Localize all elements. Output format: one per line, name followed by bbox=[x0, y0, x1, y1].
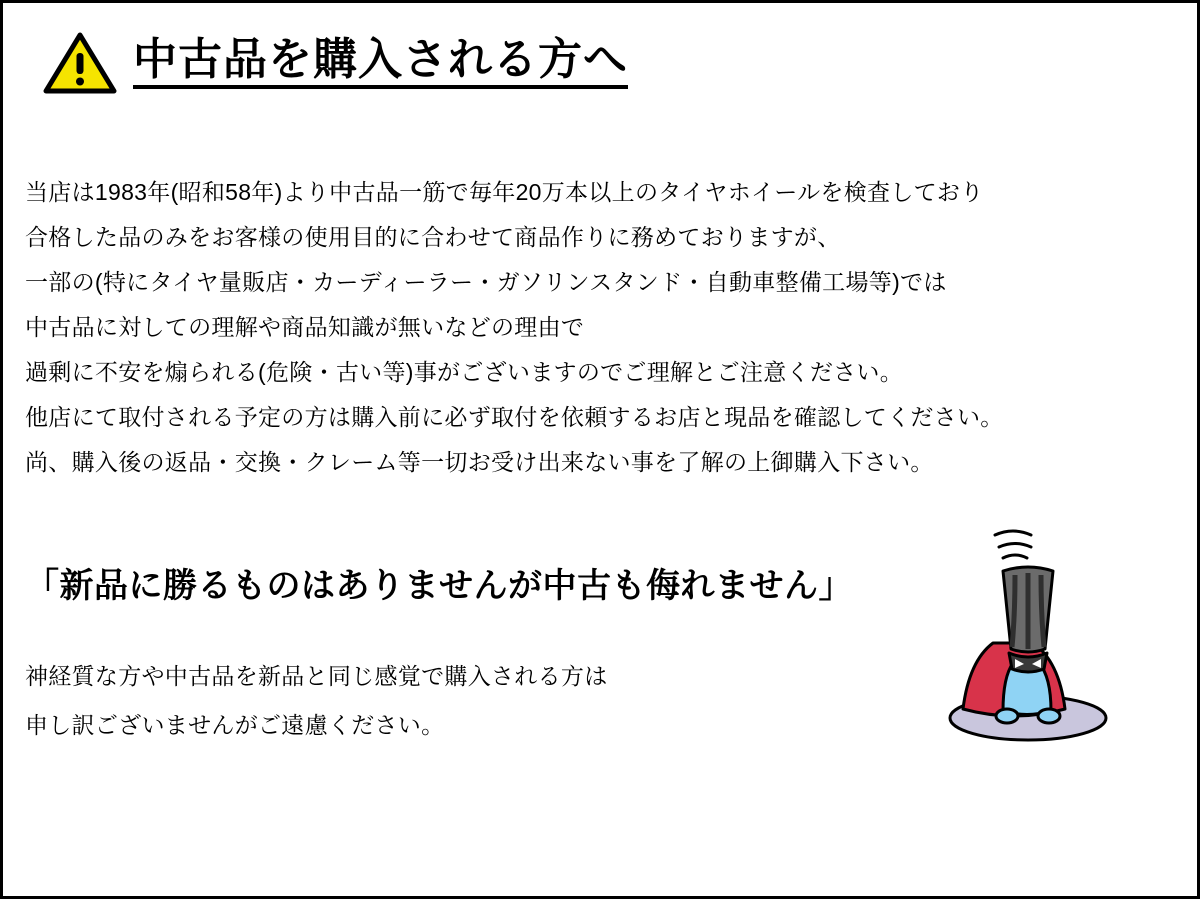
body-line: 合格した品のみをお客様の使用目的に合わせて商品作りに務めておりますが、 bbox=[25, 224, 841, 250]
warning-triangle-icon bbox=[43, 31, 117, 95]
body-line: 尚、購入後の返品・交換・クレーム等一切お受け出来ない事を了解の上御購入下さい。 bbox=[25, 449, 934, 475]
header bbox=[43, 31, 628, 95]
closing-line: 申し訳ございませんがご遠慮ください。 bbox=[25, 712, 445, 738]
body-text-block bbox=[25, 181, 1025, 496]
body-line: 他店にて取付される予定の方は購入前に必ず取付を依頼するお店と現品を確認してください。 bbox=[25, 404, 1004, 430]
closing-line: 神経質な方や中古品を新品と同じ感覚で購入される方は bbox=[25, 663, 608, 689]
body-line: 一部の(特にタイヤ量販店・カーディーラー・ガソリンスタンド・自動車整備工場等)では bbox=[25, 269, 947, 295]
body-line: 過剰に不安を煽られる(危険・古い等)事がございますのでご理解とご注意ください。 bbox=[25, 359, 904, 385]
bowing-tire-character-icon bbox=[933, 513, 1123, 753]
body-line: 中古品に対しての理解や商品知識が無いなどの理由で bbox=[25, 314, 585, 340]
page-title: 中古品を購入される方へ bbox=[133, 37, 628, 89]
closing-text-block bbox=[25, 665, 925, 763]
slogan-text: 「新品に勝るものはありませんが中古も侮れません」 bbox=[25, 567, 853, 605]
body-line: 当店は1983年(昭和58年)より中古品一筋で毎年20万本以上のタイヤホイールを検査しており bbox=[25, 179, 984, 205]
